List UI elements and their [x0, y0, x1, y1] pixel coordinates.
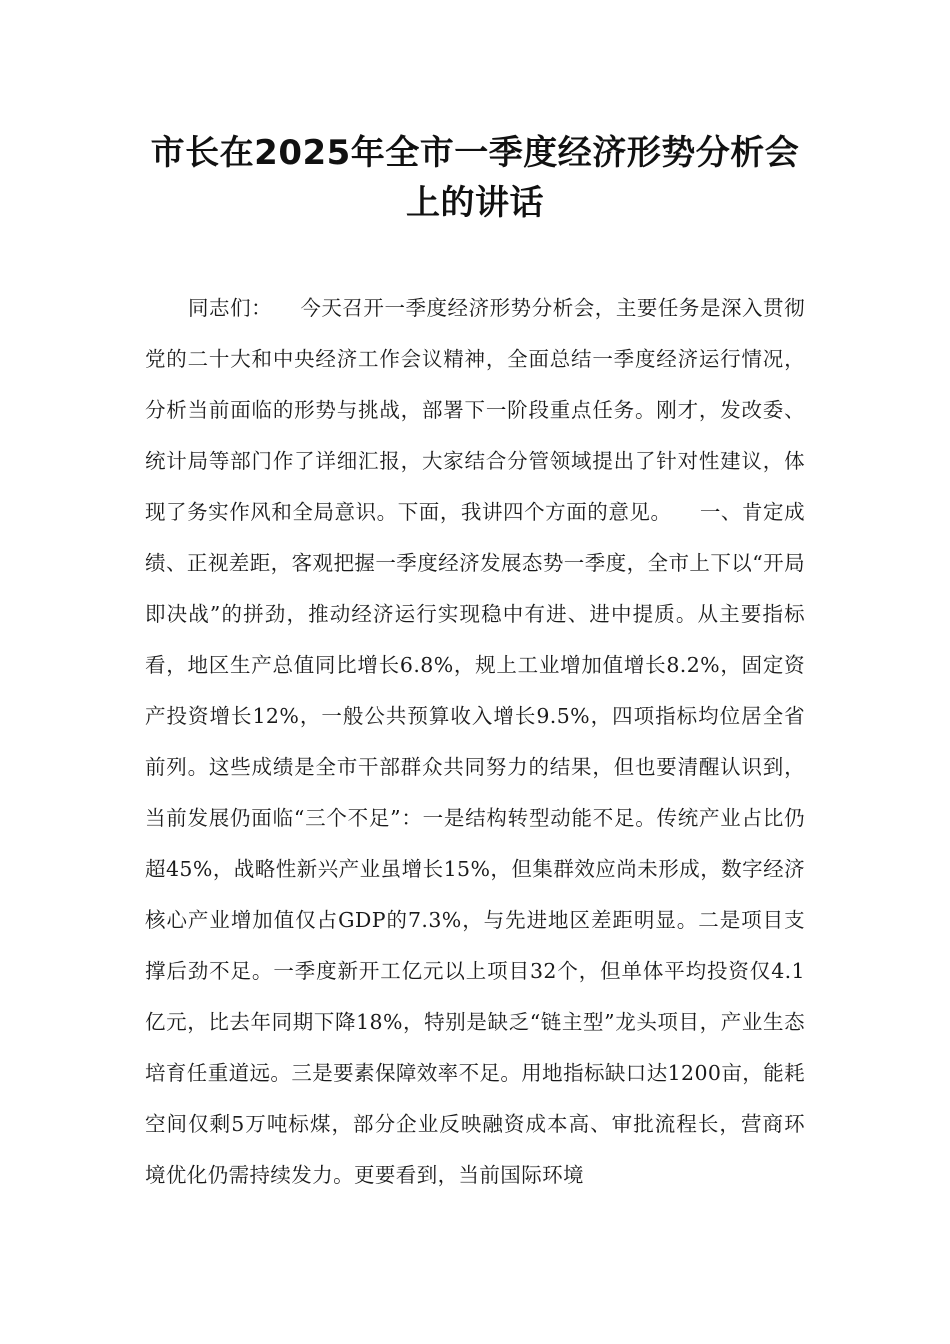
- body-paragraph: 同志们： 今天召开一季度经济形势分析会，主要任务是深入贯彻党的二十大和中央经济工作会议精神，全面总结一季度经济运行情况，分析当前面临的形势与挑战，部署下一阶段重点任务。刚才，发改委、统计局等部门作了详细汇报，大家结合分管领域提出了针对性建议，体现了务实作风和全局意识。下面，我讲四个方面的意见。 一、肯定成绩、正视差距，客观把握一季度经济发展态势一季度，全市上下以“开局即决战”的拼劲，推动经济运行实现稳中有进、进中提质。从主要指标看，地区生产总值同比增长6.8%，规上工业增加值增长8.2%，固定资产投资增长12%，一般公共预算收入增长9.5%，四项指标均位居全省前列。这些成绩是全市干部群众共同努力的结果，但也要清醒认识到，当前发展仍面临“三个不足”：一是结构转型动能不足。传统产业占比仍超45%，战略性新兴产业虽增长15%，但集群效应尚未形成，数字经济核心产业增加值仅占GDP的7.3%，与先进地区差距明显。二是项目支撑后劲不足。一季度新开工亿元以上项目32个，但单体平均投资仅4.1亿元，比去年同期下降18%，特别是缺乏“链主型”龙头项目，产业生态培育任重道远。三是要素保障效率不足。用地指标缺口达1200亩，能耗空间仅剩5万吨标煤，部分企业反映融资成本高、审批流程长，营商环境优化仍需持续发力。更要看到，当前国际环境: [145, 296, 805, 1187]
- document-title: 市长在2025年全市一季度经济形势分析会上的讲话: [150, 133, 800, 223]
